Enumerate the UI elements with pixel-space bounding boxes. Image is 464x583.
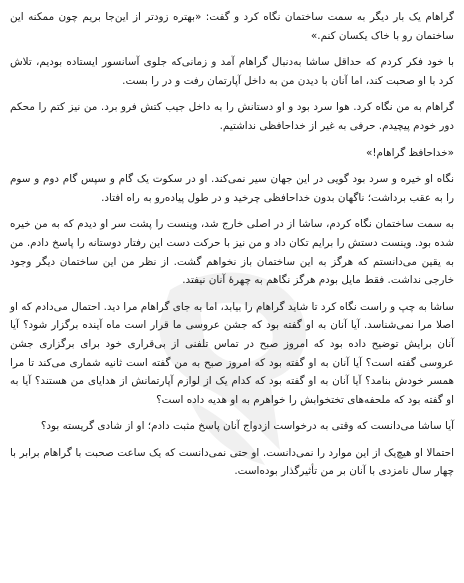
paragraph-7: ساشا به چپ و راست نگاه کرد تا شاید گراهام را بیابد، اما به جای گراهام مرا دید. احتمال می‌دادم که او اصلا مرا نمی‌شناسد. آیا آنان به او گفته بود که جشن عروسی ما قرار است ماه آینده برگزار شود؟ آیا آنان برایش توضیح داده بود که امروز صبح در تماس تلفنی از بی‌قراری خود برای برگزاری جشن عروسی گفته است؟ آیا آنان به او گفته بود که امروز صبح به من گفته است ثانیه شماری می‌کند تا مرا همسر خودش بنامد؟ آیا آنان به او گفته بود که کدام یک از لوازم آپارتمانش از هدایای من هستند؟ آیا به او گفته بود که ملحفه‌های تختخوابش را خواهرم به او هدیه داده است؟	[10, 300, 454, 406]
paragraph-3: گراهام به من نگاه کرد. هوا سرد بود و او دستانش را به داخل جیب کتش فرو برد. من نیز کتم را محکم دور خودم پیچیدم. حرفی به غیر از خداحافظی نداشتیم.	[10, 101, 454, 132]
paragraph-1: گراهام یک بار دیگر به سمت ساختمان نگاه کرد و گفت: «بهتره زودتر از این‌جا بریم چون ممکنه این ساختمان رو با خاک یکسان کنم.»	[10, 11, 454, 42]
paragraph-4: «خداحافظ گراهام!»	[365, 146, 454, 159]
paragraph-8: آیا ساشا می‌دانست که وقتی به درخواست ازدواج آنان پاسخ مثبت دادم؛ او از شادی گریسته بود؟	[40, 420, 454, 433]
paragraph-9: احتمالا او هیچ‌یک از این موارد را نمی‌دانست. او حتی نمی‌دانست که یک ساعت صحبت با گراهام برابر با چهار سال نامزدی با آنان بر من تأثیرگذار بوده‌است.	[10, 446, 454, 478]
body-text	[10, 8, 454, 489]
paragraph-6: به سمت ساختمان نگاه کردم، ساشا از در اصلی خارج شد، وینست را پشت سر او دیدم که به من خیره شده بود. وینست دستش را برایم تکان داد و من نیز با حرکت دست این رفتار دوستانه را پاسخ دادم. من به یقین می‌دانستم که هرگز به این ساختمان باز نخواهم گشت. از نظر من این ساختمان دیگر وجود خارجی نداشت. فقط مایل بودم هرگز نگاهم به چهره‌ٔ آنان نیفتد.	[10, 218, 454, 287]
paragraph-5: نگاه او خیره و سرد بود گویی در این جهان سیر نمی‌کند. او در سکوت یک گام و سپس گام دوم و سوم را به عقب برداشت؛ ناگهان بدون خداحافظی چرخید و در طول پیاده‌رو به راه افتاد.	[10, 173, 454, 204]
paragraph-2: با خود فکر کردم که حداقل ساشا به‌دنبال گراهام آمد و زمانی‌که جلوی آسانسور ایستاده بودیم، تلاش کرد با او صحبت کند، اما آنان با دیدن من به داخل آپارتمان رفت و در را بست.	[10, 56, 454, 87]
